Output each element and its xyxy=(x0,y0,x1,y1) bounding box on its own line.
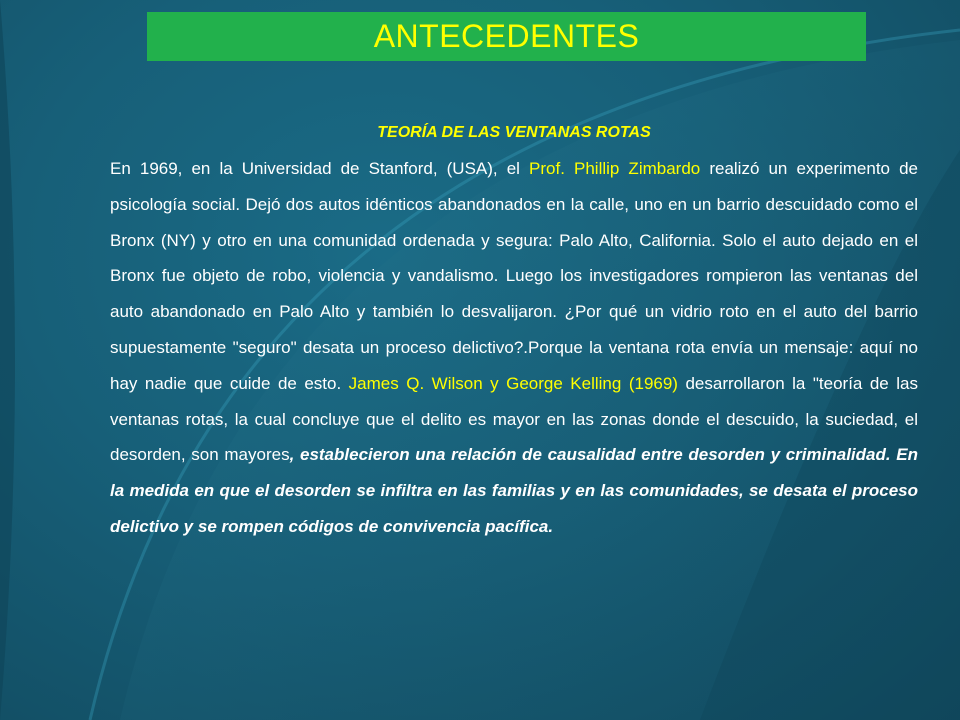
title-bar xyxy=(147,12,866,61)
body-text-3: desarrollaron la "teoría de las ventanas rotas, la cual concluye que el delito es mayor en las zonas donde el descuido, la suciedad, el desorden, son mayores xyxy=(110,373,918,465)
background-arc-left xyxy=(0,0,15,720)
slide-content xyxy=(110,115,918,545)
body-text-2: realizó un experimento de psicología social. Dejó dos autos idénticos abandonados en la calle, uno en un barrio descuidado como el Bronx (NY) y otro en una comunidad ordenada y segura: Palo Alto, California. Solo el auto dejado en el Bronx fue objeto de robo, violencia y vandalismo. Luego los investigadores rompieron las ventanas del auto abandonado en Palo Alto y también lo desvalijaron. ¿Por qué un vidrio roto en el auto del barrio supuestamente "seguro" desata un proceso delictivo?.Porque la ventana rota envía un mensaje: aquí no hay nadie que cuide de esto. xyxy=(110,159,918,393)
body-text-1: En 1969, en la Universidad de Stanford, (USA), el xyxy=(110,159,530,178)
slide-subtitle: TEORÍA DE LAS VENTANAS ROTAS xyxy=(377,124,651,141)
highlight-wilson-kelling: James Q. Wilson y George Kelling (1969) xyxy=(348,373,678,393)
body-paragraph xyxy=(110,151,918,545)
body-text-conclusion: , establecieron una relación de causalidad entre desorden y criminalidad. En la medida en que el desorden se infiltra en las familias y en las comunidades, se desata el proceso delictivo y se rompen códigos de convivencia pacífica. xyxy=(110,445,918,536)
highlight-zimbardo: Prof. Phillip Zimbardo xyxy=(529,159,701,178)
slide-title: ANTECEDENTES xyxy=(373,18,640,54)
